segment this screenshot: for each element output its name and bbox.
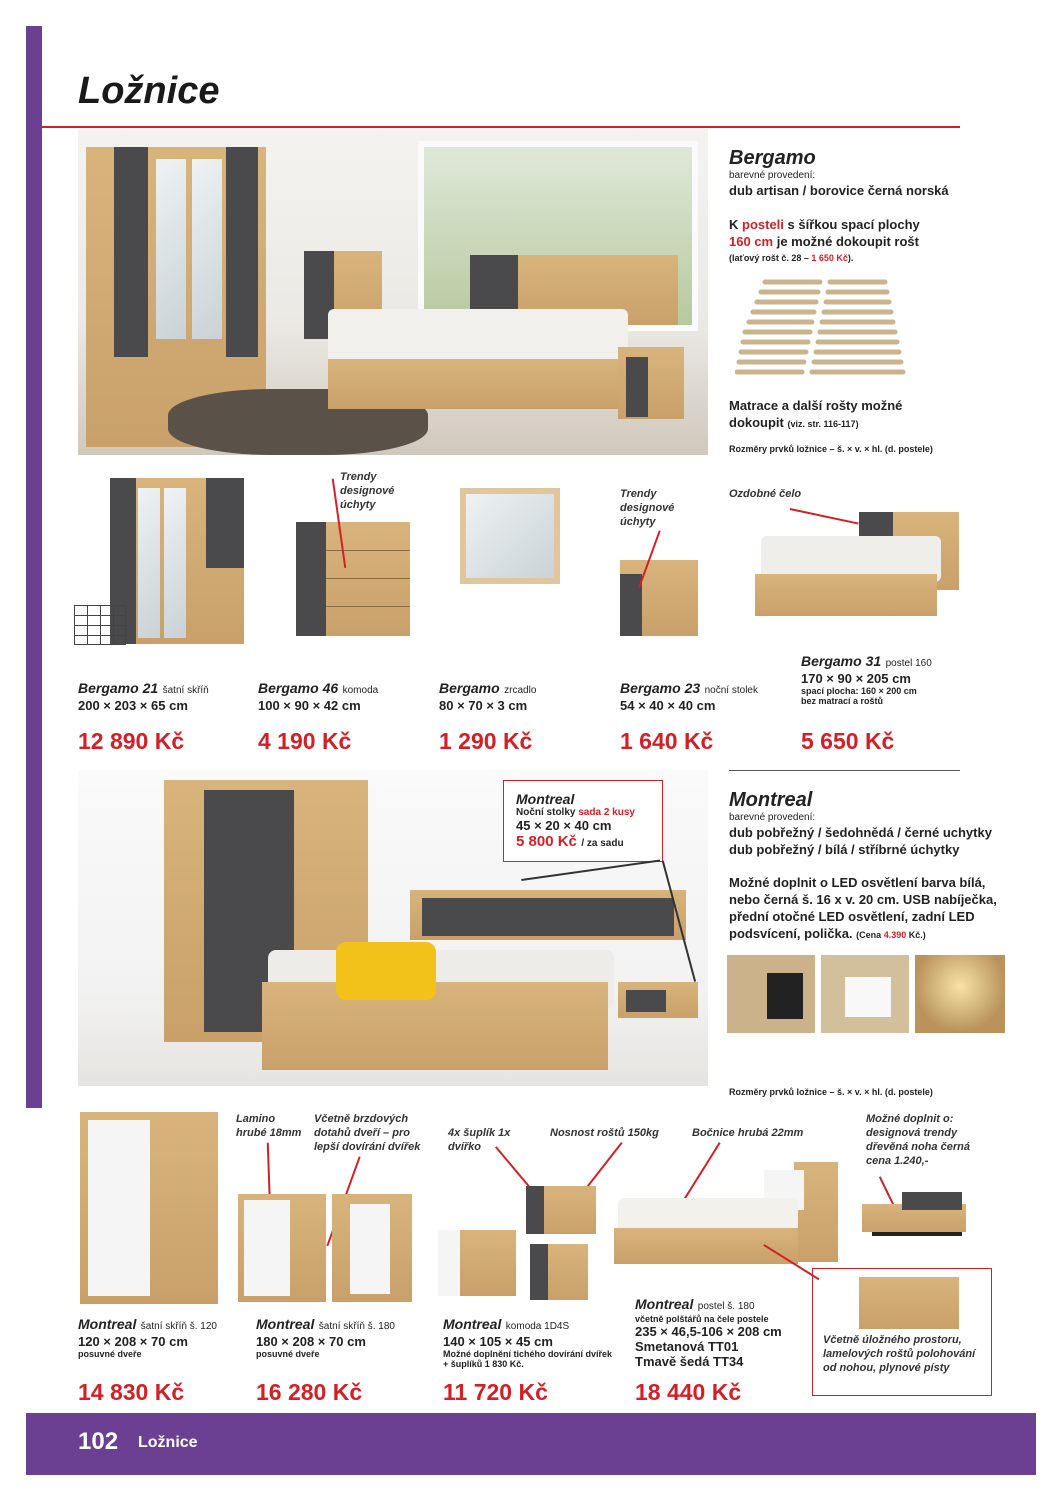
bergamo-mirror-image [460,488,560,584]
callout-drawers: 4x šuplík 1x dvířko [448,1127,511,1153]
bergamo-31-bed-image [755,508,965,628]
price-montreal-chest: 11 720 Kč [443,1379,548,1405]
callout-brakes: Včetně brzdových dotahů dveří – pro lepší dovírání dvířek [314,1113,421,1153]
product-bergamo-23: Bergamo 23 noční stolek 54 × 40 × 40 cm [620,680,758,713]
led-light-image-2 [821,955,909,1033]
bergamo-color-label: barevné provedení: [729,170,816,181]
price-bergamo-mirror: 1 290 Kč [439,728,533,754]
callout-load: Nosnost roštů 150kg [550,1127,659,1139]
price-bergamo-23: 1 640 Kč [620,728,714,754]
montreal-series-title: Montreal [729,789,813,811]
montreal-wardrobe-180a-image [238,1194,326,1302]
product-montreal-bed: Montreal postel š. 180 včetně polštářů na čele postele 235 × 46,5-106 × 208 cm Smetanová TT01 Tmavě šedá TT34 [635,1296,782,1369]
bergamo-room-photo [78,129,708,455]
montreal-colors-1: dub pobřežný / šedohnědá / černé uchytky [729,825,992,840]
product-bergamo-31: Bergamo 31 postel 160 170 × 90 × 205 cm spací plocha: 160 × 200 cm bez matrací a roštů [801,653,932,706]
bed-link[interactable]: posteli [742,217,784,232]
montreal-wardrobe-180b-image [332,1194,412,1302]
page-title: Ložnice [78,70,220,112]
montreal-chest-image-2 [530,1244,588,1300]
bergamo-series-title: Bergamo [729,147,816,169]
montreal-dims-note: Rozměry prvků ložnice – š. × v. × hl. (d. postele) [729,1087,933,1097]
bergamo-mattress-note: Matrace a další rošty možné dokoupit (viz. str. 116-117) [729,398,903,430]
led-light-image-3 [915,955,1005,1033]
montreal-bed-leg-image [862,1192,972,1248]
montreal-led-note: Možné doplnit o LED osvětlení barva bílá, nebo černá š. 16 x v. 20 cm. USB nabíječka, přední otočné LED osvětlení, zadní LED podsvícení, polička. (Cena 4.390 Kč.) [729,875,997,941]
price-montreal-bed: 18 440 Kč [635,1379,742,1405]
montreal-color-label: barevné provedení: [729,812,816,823]
led-light-image-1 [727,955,815,1033]
callout-leg: Možné doplnit o: designová trendy dřevěná noha černá cena 1.240,- [866,1113,970,1167]
product-montreal-chest: Montreal komoda 1D4S 140 × 105 × 45 cm Možné doplnění tichého dovírání dvířek + šuplíků 1 830 Kč. [443,1316,613,1369]
price-montreal-180: 16 280 Kč [256,1379,363,1405]
callout-lamino: Lamino hrubé 18mm [236,1113,302,1139]
callout-sides: Bočnice hrubá 22mm [692,1127,804,1139]
product-montreal-120: Montreal šatní skříň š. 120 120 × 208 × 70 cm posuvné dveře [78,1316,217,1359]
page-number: 102 [78,1428,119,1455]
montreal-wardrobe-120-image [80,1112,218,1304]
footer-section-label: Ložnice [138,1434,198,1451]
callout-handles-2: Trendy designové úchyty [620,488,675,528]
title-divider [42,126,960,128]
side-accent-bar [26,26,42,1108]
montreal-chest-open-image [526,1186,596,1234]
product-montreal-180: Montreal šatní skříň š. 180 180 × 208 × 70 cm posuvné dveře [256,1316,395,1359]
bergamo-dims-note: Rozměry prvků ložnice – š. × v. × hl. (d. postele) [729,444,933,454]
montreal-nightstand-box: Montreal Noční stolky sada 2 kusy 45 × 20 × 40 cm 5 800 Kč / za sadu [503,780,663,862]
price-montreal-120: 14 830 Kč [78,1379,185,1405]
product-bergamo-mirror: Bergamo zrcadlo 80 × 70 × 3 cm [439,680,537,713]
bergamo-23-nightstand-image [620,560,698,636]
bergamo-46-chest-image [296,522,410,636]
wardrobe-interior-icon [74,605,126,645]
montreal-divider [729,770,960,771]
slat-base-image [735,276,915,384]
bergamo-colors: dub artisan / borovice černá norská [729,183,949,198]
montreal-chest-image-1 [438,1230,516,1296]
bergamo-slat-note: (laťový rošt č. 28 – 1 650 Kč). [729,253,854,263]
price-bergamo-21: 12 890 Kč [78,728,185,754]
callout-handles-1: Trendy designové úchyty [340,471,395,511]
price-bergamo-31: 5 650 Kč [801,728,895,754]
product-bergamo-46: Bergamo 46 komoda 100 × 90 × 42 cm [258,680,379,713]
bergamo-21-wardrobe-image [110,478,244,644]
montreal-colors-2: dub pobřežný / bílá / stříbrné úchytky [729,842,960,857]
montreal-storage-box: Včetně úložného prostoru, lamelových roštů polohování od nohou, plynové písty [812,1268,992,1396]
bergamo-bed-note: K posteli s šířkou spací plochy 160 cm je možné dokoupit rošt [729,217,920,249]
montreal-bed-image [614,1162,844,1270]
price-bergamo-46: 4 190 Kč [258,728,352,754]
callout-headboard: Ozdobné čelo [729,488,802,500]
product-bergamo-21: Bergamo 21 šatní skříň 200 × 203 × 65 cm [78,680,209,713]
